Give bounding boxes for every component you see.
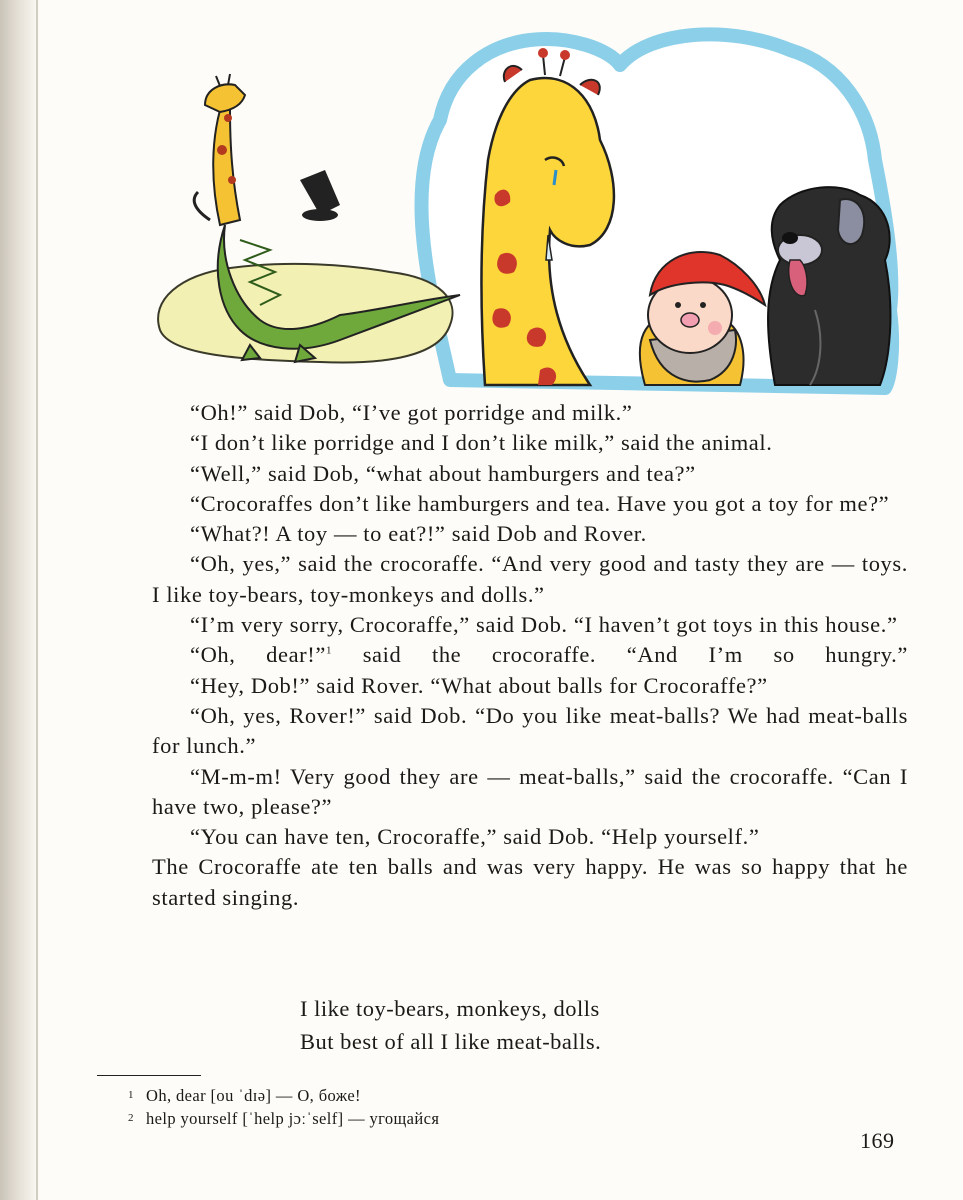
footnote-2 xyxy=(128,1107,728,1130)
story-paragraph xyxy=(152,640,908,670)
story-paragraph: “Oh, yes,” said the crocoraffe. “And very good and tasty they are — toys. I like toy-bears, toy-monkeys and dolls.” xyxy=(152,551,908,607)
story-text xyxy=(152,398,908,913)
footnote-1 xyxy=(128,1084,728,1107)
story-paragraph: “Hey, Dob!” said Rover. “What about balls for Crocoraffe?” xyxy=(190,672,768,698)
story-illustration xyxy=(150,10,910,400)
story-paragraph: “Oh!” said Dob, “I’ve got porridge and milk.” xyxy=(190,400,633,425)
footnote-ref-1: 1 xyxy=(325,644,333,657)
story-paragraph: “Oh, yes, Rover!” said Dob. “Do you like meat-balls? We had meat-balls for lunch.” xyxy=(152,702,908,759)
story-paragraph: “What?! A toy — to eat?!” said Dob and Rover. xyxy=(190,521,647,547)
story-paragraph: “Crocoraffes don’t like hamburgers and tea. Have you got a toy for me?” xyxy=(190,490,890,516)
story-paragraph: “M-m-m! Very good they are — meat-balls,” said the crocoraffe. “Can I have two, please?” xyxy=(152,763,908,819)
footnote-divider xyxy=(97,1075,201,1076)
story-paragraph: “I’m very sorry, Crocoraffe,” said Dob. “I haven’t got toys in this house.” xyxy=(190,612,898,638)
verse-line: But best of all I like meat-balls. xyxy=(300,1029,602,1054)
dog-figure xyxy=(768,187,890,385)
page-number: 169 xyxy=(860,1128,895,1153)
book-gutter-line xyxy=(36,0,38,1200)
verse-line: I like toy-bears, monkeys, dolls xyxy=(300,996,600,1021)
footnote-mark: 2 xyxy=(128,1112,134,1124)
book-spine-shadow xyxy=(0,0,40,1200)
footnotes xyxy=(128,1084,728,1130)
story-paragraph: “Well,” said Dob, “what about hamburgers and tea?” xyxy=(190,460,696,486)
footnote-mark: 1 xyxy=(128,1089,134,1101)
story-paragraph: The Crocoraffe ate ten balls and was very happy. He was so happy that he started singing. xyxy=(152,854,908,910)
song-verse xyxy=(300,992,860,1058)
footnote-text: Oh, dear [ou ˈdɪə] — О, боже! xyxy=(146,1086,361,1105)
story-paragraph: “You can have ten, Crocoraffe,” said Dob. “Help yourself.” xyxy=(190,824,760,850)
paragraph-text: “Oh, dear!” xyxy=(190,642,326,668)
paragraph-text: said the crocoraffe. “And I’m so hungry.” xyxy=(332,642,908,668)
footnote-text: help yourself [ˈhelp jɔːˈself] — угощайся xyxy=(146,1109,440,1128)
story-paragraph: “I don’t like porridge and I don’t like milk,” said the animal. xyxy=(190,430,773,456)
